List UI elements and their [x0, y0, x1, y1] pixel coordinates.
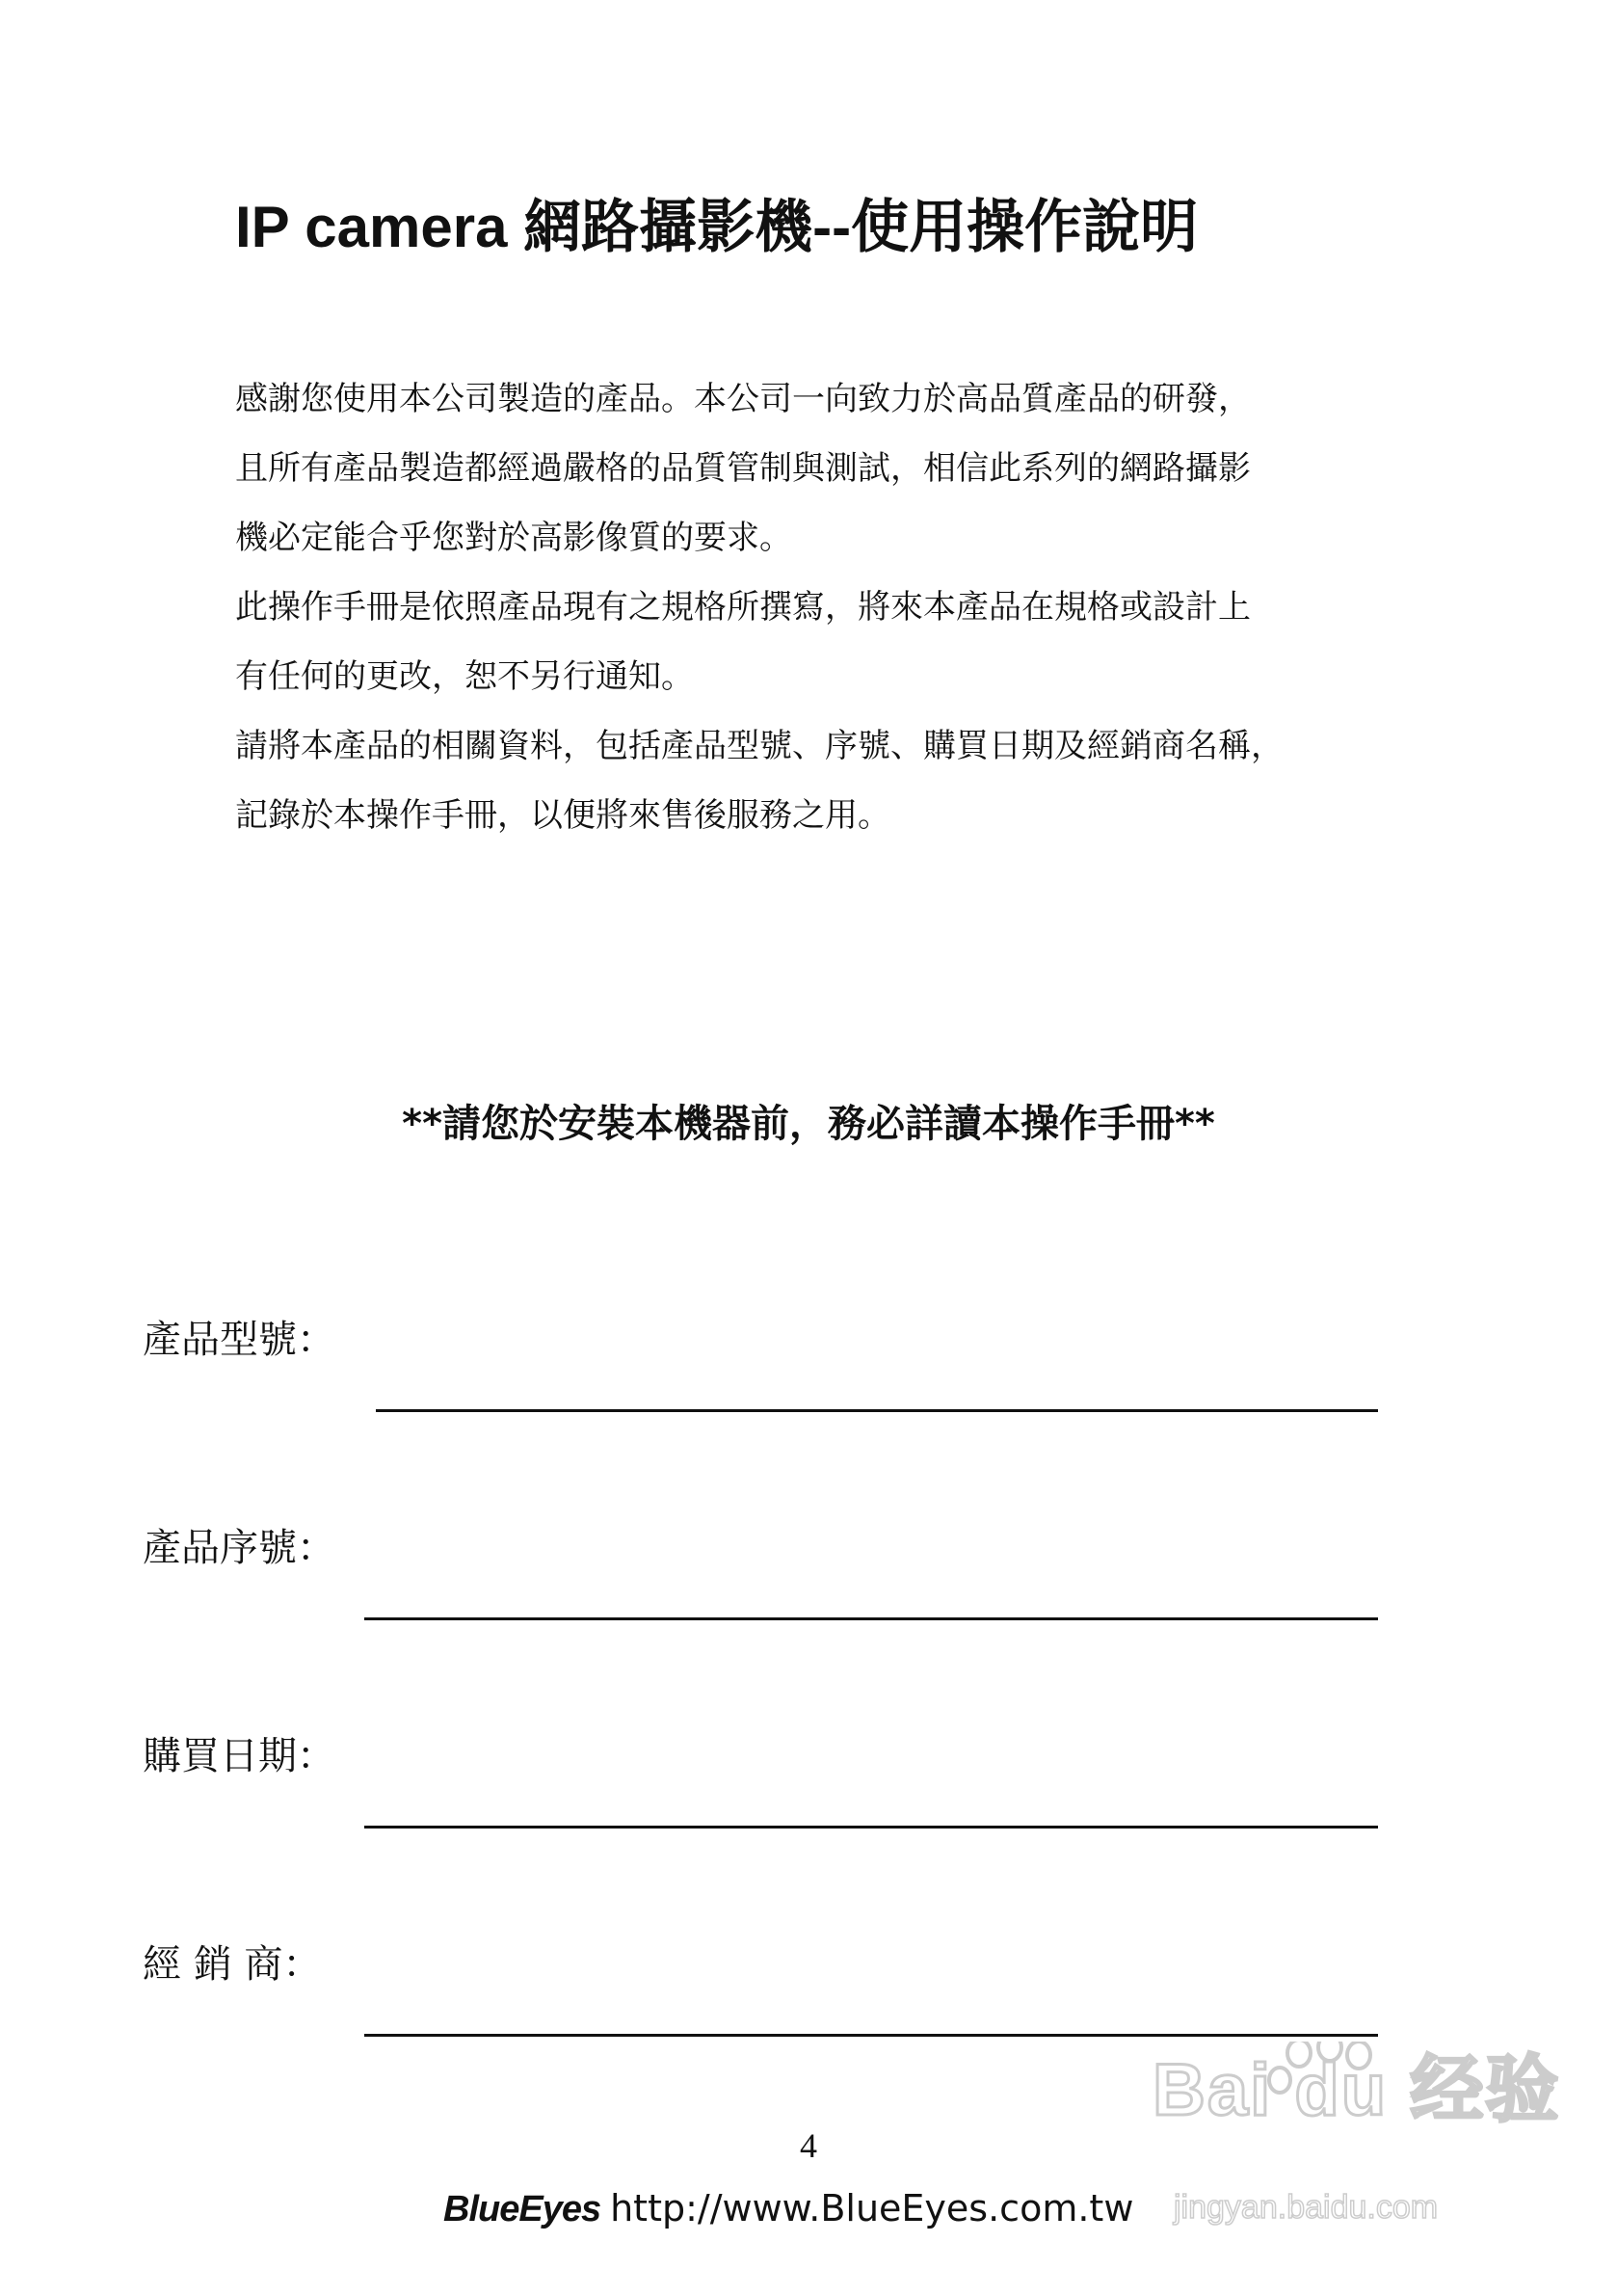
intro-line: 機必定能合乎您對於高影像質的要求。	[235, 519, 792, 557]
intro-paragraph	[235, 364, 1469, 850]
website-url[interactable]: http://www.BlueEyes.com.tw	[610, 2187, 1134, 2229]
intro-line: 記錄於本操作手冊，以便將來售後服務之用。	[235, 796, 890, 835]
intro-line: 請將本產品的相關資料，包括產品型號、序號、購買日期及經銷商名稱，	[235, 727, 1284, 765]
intro-line: 有任何的更改，恕不另行通知。	[235, 657, 694, 696]
intro-line: 此操作手冊是依照產品現有之規格所撰寫，將來本產品在規格或設計上	[235, 588, 1251, 627]
watermark-subtext: jingyan.baidu.com	[1174, 2189, 1439, 2226]
serial-label: 產品序號：	[143, 1526, 335, 1570]
purchase-date-label: 購買日期：	[143, 1734, 335, 1778]
dealer-fill-line	[364, 2034, 1378, 2037]
purchase-date-fill-line	[364, 1826, 1378, 1829]
document-title: IP camera 網路攝影機--使用操作說明	[235, 195, 1199, 259]
brand-logo: BlueEyes	[443, 2189, 601, 2229]
page-number: 4	[800, 2126, 817, 2165]
intro-line: 感謝您使用本公司製造的產品。本公司一向致力於高品質產品的研發，	[235, 380, 1251, 418]
watermark-text: Bai du 经验	[1153, 2049, 1561, 2131]
intro-line: 且所有產品製造都經過嚴格的品質管制與測試，相信此系列的網路攝影	[235, 449, 1251, 488]
baidu-watermark	[1145, 2042, 1598, 2263]
dealer-label: 經 銷 商：	[143, 1942, 322, 1987]
read-manual-notice: **請您於安裝本機器前，務必詳讀本操作手冊**	[402, 1102, 1215, 1146]
model-fill-line	[376, 1409, 1378, 1412]
model-label: 產品型號：	[143, 1318, 335, 1362]
serial-fill-line	[364, 1617, 1378, 1620]
footer	[443, 2182, 1133, 2235]
